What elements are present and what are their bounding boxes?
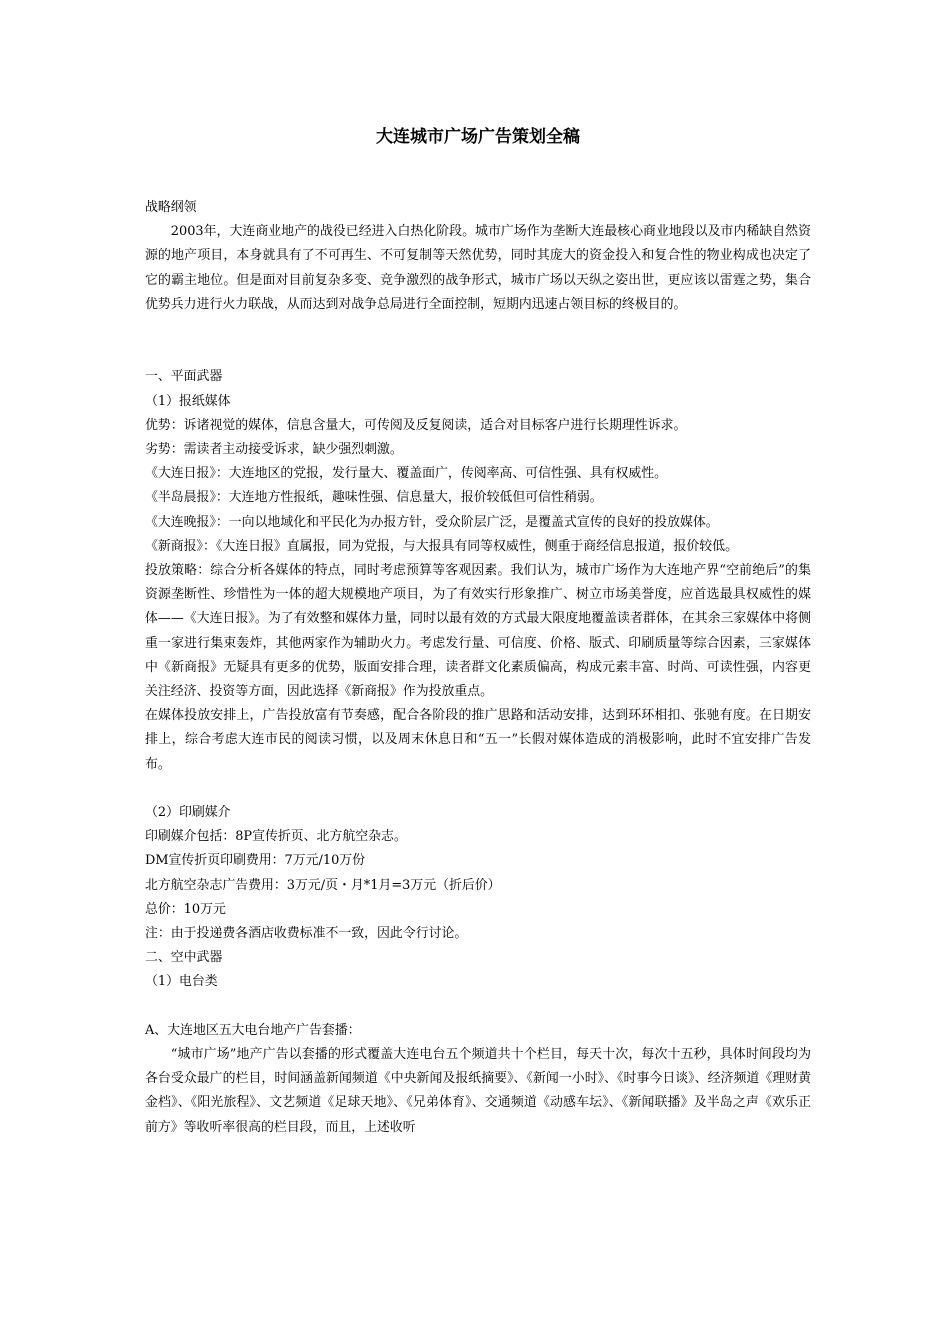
spacer [145,317,811,341]
placement-schedule: 在媒体投放安排上，广告投放富有节奏感，配合各阶段的推广思路和活动安排，达到环环相扣、张驰有度。在日期安排上，综合考虑大连市民的阅读习惯，以及周末休息日和“五一”长假对媒体造成的消极影响，此时不宜安排广告发布。 [145,708,811,772]
print-note: 注：由于投递费各酒店收费标准不一致，因此令行讨论。 [145,926,468,942]
document-body [145,196,811,1140]
dm-cost: DM宣传折页印刷费用：7万元/10万份 [145,853,366,869]
dalian-evening-desc: 《大连晚报》：一向以地域化和平民化为办报方针，受众阶层广泛，是覆盖式宣传的良好的投放媒体。 [145,514,719,530]
peninsula-morning-desc: 《半岛晨报》：大连地方性报纸，趣味性强、信息量大，报价较低但可信性稍弱。 [145,490,603,506]
radio-heading: （1）电台类 [145,974,218,990]
spacer [145,341,811,365]
spacer [145,777,811,801]
section1-heading: 一、平面武器 [145,369,223,385]
placement-strategy: 投放策略：综合分析各媒体的特点，同时考虑预算等客观因素。我们认为，城市广场作为大连地产界“空前绝后”的集资源垄断性、珍惜性为一体的超大规模地产项目，为了有效实行形象推广、树立市场美誉度，应首选最具权威性的媒体——《大连日报》。为了有效整和媒体力量，同时以最有效的方式最大限度地覆盖读者群体，在其余三家媒体中将侧重一家进行集束轰炸，其他两家作为辅助火力。考虑发行量、可信度、价格、版式、印刷质量等综合因素，三家媒体中《新商报》无疑具有更多的优势，版面安排合理，读者群文化素质偏高，构成元素丰富、时尚、可读性强，内容更关注经济、投资等方面，因此选择《新商报》作为投放重点。 [145,563,811,700]
radio-paragraph: “城市广场”地产广告以套播的形式覆盖大连电台五个频道共十个栏目，每天十次，每次十五秒，具体时间段均为各台受众最广的栏目，时间涵盖新闻频道《中央新闻及报纸摘要》、《新闻一小时》、《时事今日谈》、经济频道《理财黄金档》、《阳光旅程》、文艺频道《足球天地》、《兄弟体育》、交通频道《动感车坛》、《新闻联播》及半岛之声《欢乐正前方》等收听率很高的栏目段，而且，上述收听 [145,1047,811,1135]
print-includes: 印刷媒介包括：8P宣传折页、北方航空杂志。 [145,829,407,845]
magazine-cost: 北方航空杂志广告费用：3万元/页・月*1月=3万元（折后价） [145,877,501,893]
dalian-daily-desc: 《大连日报》：大连地区的党报，发行量大、覆盖面广，传阅率高、可信性强、具有权威性。 [145,466,668,482]
strategy-heading: 战略纲领 [145,200,197,215]
section2-heading: 二、空中武器 [145,950,223,966]
spacer [145,995,811,1019]
strategy-paragraph: 2003年，大连商业地产的战役已经进入白热化阶段。城市广场作为垄断大连最核心商业地段以及市内稀缺自然资源的地产项目，本身就具有了不可再生、不可复制等天然优势，同时其庞大的资金投入和复合性的物业构成也决定了它的霸主地位。但是面对目前复杂多变、竞争激烈的战争形式，城市广场以天纵之姿出世，更应该以雷霆之势，集合优势兵力进行火力联战，从而达到对战争总局进行全面控制，短期内迅速占领目标的终极目的。 [145,224,811,312]
newspaper-pros: 优势：诉诸视觉的媒体，信息含量大，可传阅及反复阅读，适合对目标客户进行长期理性诉求。 [145,417,687,433]
new-business-desc: 《新商报》：《大连日报》直属报，同为党报，与大报具有同等权威性，侧重于商经信息报道，报价较低。 [145,538,738,554]
print-heading: （2）印刷媒介 [145,805,231,821]
radio-sub-heading: A、大连地区五大电台地产广告套播： [145,1022,361,1038]
print-total: 总价：10万元 [145,901,226,917]
newspaper-cons: 劣势：需读者主动接受诉求，缺少强烈刺激。 [145,442,403,457]
document-title: 大连城市广场广告策划全稿 [376,127,580,147]
newspaper-heading: （1）报纸媒体 [145,393,231,409]
